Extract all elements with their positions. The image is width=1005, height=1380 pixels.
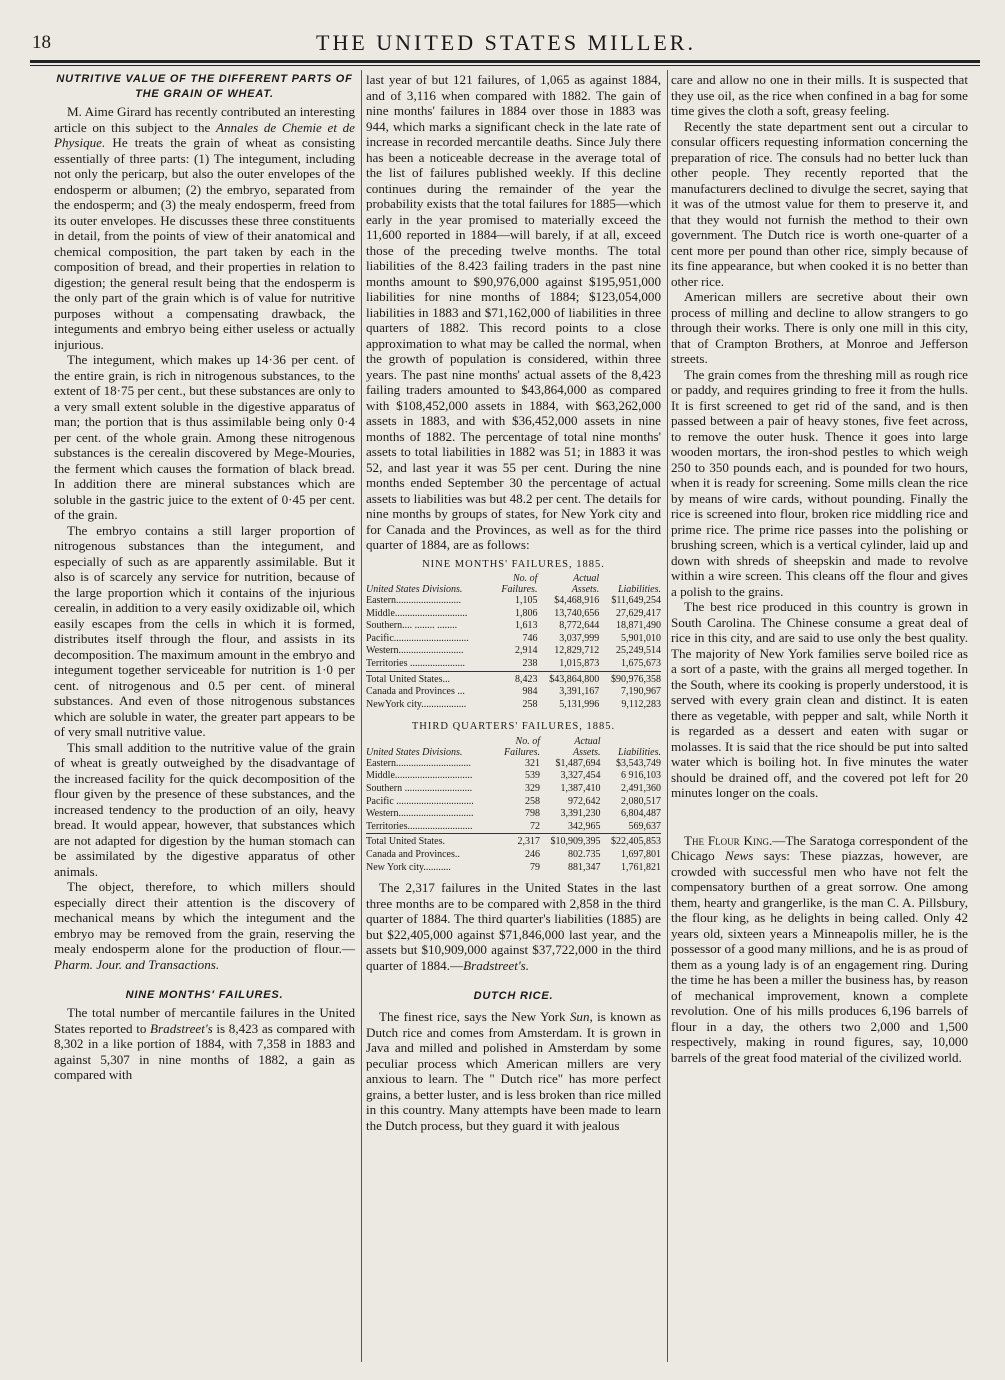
header-cell: Liabilities. xyxy=(617,584,661,595)
cell: $11,649,254 xyxy=(611,595,661,606)
cell: 881,347 xyxy=(567,861,601,873)
cell: 569,637 xyxy=(628,820,661,832)
cell: 1,387,410 xyxy=(560,783,601,795)
header-cell xyxy=(366,573,493,584)
text: The 2,317 failures in the United States in the last three months are to be compared with 2,858 in the third quarter of 1884. The third quarter's liabilities (1885) are but $22,405,000 against $71,846,000 last year, and the assets but $10,909,000 against $37,722,000 in the third quarter of 1884.— xyxy=(366,880,661,973)
table-row xyxy=(366,862,661,875)
cell: $43,864,800 xyxy=(537,671,599,686)
table-row xyxy=(366,645,661,658)
cell: Southern.... ........ ........ xyxy=(366,620,458,632)
text: says: These piazzas, however, are crowded with successful men who have not felt the compensatory burthen of a great sorrow. One among them, hearty and grangerlike, is the man C. A. Pillsbury, the flour king, as he delights in being called. Only 42 years old, sixteen years a Minneapolis miller, he is the possessor of a good many millions, and he is as proud of them as a young lady is of an engagement ring. During the time he has been a miller the business has, by reason of mechanical improvement, known a complete revolution. One of his mills produces 6,196 barrels of flour in a day, the others two 2,000 and 1,500 respectively, making in round figures, say, 10,000 barrels of the great food material of the civilized world. xyxy=(671,848,968,1065)
paragraph: The embryo contains a still larger proportion of nitrogenous substances than the integument, and especially of such as are apparently assimilable. But it also is of scarcely any service for nutrition, because of the large proportion which it contains of the injurious cerealin, in addition to a very easily oxidizable oil, which easily escapes from the cells in which it is formed, distributes itself through the flour, and assists in its decomposition. The maximum amount in the embryo and integument together serviceable for nutrition is 1·0 per cent. of nitrogenous and 0.5 per cent. of mineral substances. And even of those nitrogenous substances which are soluble in water, the greater part appears to be of very small nutritive value. xyxy=(54,522,355,739)
cell: 2,914 xyxy=(514,645,538,657)
cell: 746 xyxy=(522,632,538,644)
header-cell: United States Divisions. xyxy=(366,746,463,758)
header-cell: Liabilities. xyxy=(617,746,661,758)
cell: 3,391,230 xyxy=(560,808,601,820)
paragraph xyxy=(54,879,355,972)
paragraph: The grain comes from the threshing mill as rough rice or paddy, and requires grinding to free it from the hulls. It is first screened to get rid of the sand, and is then passed between a pair of heavy stones, five feet across, to remove the outer husk. Thence it goes into large wooden mortars, the iron-shod pestles to which weigh 250 to 350 pounds each, and is pounded for two hours, when it is ready for screening. Some mills clean the rice by means of wire cards, without pounding. Finally the rice is screened into flour, broken rice middling rice and prime rice. The prime rice passes into the polishing or brushing screen, which is a vertical cylinder, laid up and down with shreds of sheepskin and made to revolve within a wire screen. This cleans off the flour and gives a polish to the grains. xyxy=(671,366,968,599)
source-credit: Pharm. Jour. and Transactions. xyxy=(54,956,220,972)
cell: Total United States. xyxy=(366,834,496,849)
cell: 342,965 xyxy=(567,820,601,832)
header-cell: No. of xyxy=(512,573,538,584)
table-header-row xyxy=(366,736,661,747)
cell: $4,468,916 xyxy=(554,595,600,606)
cell: 1,613 xyxy=(514,620,538,632)
cell: Western.......................... xyxy=(366,645,464,657)
cell: 329 xyxy=(524,783,540,795)
column-3 xyxy=(671,72,968,1065)
header-cell: Actual xyxy=(574,735,601,747)
cell: $90,976,358 xyxy=(599,671,661,686)
cell: Eastern.............................. xyxy=(366,757,471,769)
cell: 5,131,996 xyxy=(559,698,600,710)
cell: 1,761,821 xyxy=(621,861,661,873)
paragraph: care and allow no one in their mills. It is suspected that they use oil, as the rice when confined in a bag for some time gives the cloth a soft, greasy feeling. xyxy=(671,72,968,118)
paragraph xyxy=(54,1005,355,1083)
cell: New York city........... xyxy=(366,861,451,873)
article-lead: The Flour King. xyxy=(684,832,773,848)
source-name: Bradstreet's xyxy=(150,1020,213,1036)
paragraph xyxy=(54,104,355,352)
cell: 972,642 xyxy=(567,795,601,807)
text: He treats the grain of wheat as consisting essentially of three parts: (1) The integument, including not only the pericarp, but also the outer envelopes of the endosperm or albumen; (2) the embryo, separated from the endosperm; and (3) the mealy endosperm, freed from its outer envelopes. He discusses these three constituents in detail, from the points of view of their anatomical and chemical composition, the part taken by each in the composition of bread, and their properties in relation to digestion; the general result being that the endosperm is the only part of the grain which is of value for nutritive purposes without a compensating drawback, the integuments and embryo being either useless or actually injurious. xyxy=(54,135,355,352)
cell: 258 xyxy=(524,795,540,807)
masthead-rule xyxy=(30,60,980,63)
cell: 984 xyxy=(522,686,538,698)
header-cell xyxy=(599,573,661,584)
table-header-row xyxy=(366,584,661,595)
paragraph xyxy=(366,880,661,973)
cell: 6 916,103 xyxy=(621,770,661,782)
header-cell xyxy=(366,736,496,747)
text: The finest rice, says the New York xyxy=(379,1009,570,1025)
table-row xyxy=(366,608,661,621)
text: M. Aime Girard has recently contributed an interesting article on this subject to the xyxy=(54,104,355,135)
cell: Western.............................. xyxy=(366,808,474,820)
article-heading-dutch-rice: DUTCH RICE. xyxy=(473,990,554,1003)
header-cell: Actual xyxy=(573,573,600,584)
paragraph xyxy=(366,1009,661,1133)
header-cell xyxy=(600,736,661,747)
newspaper-name: Sun, xyxy=(569,1009,593,1025)
cell: 5,901,010 xyxy=(621,632,661,644)
cell: 539 xyxy=(524,770,540,782)
header-cell: Assets. xyxy=(572,746,601,758)
cell: 246 xyxy=(524,849,540,860)
table-row xyxy=(366,849,661,862)
failures-table-nine-months xyxy=(366,573,661,711)
table-row xyxy=(366,699,661,712)
column-1 xyxy=(54,72,355,1083)
cell: Middle............................. xyxy=(366,607,468,619)
paragraph: Recently the state department sent out a circular to consular officers requesting information concerning the preparation of rice. The consuls had no better luck than other people. They recently reported that the manufacturers declined to divulge the secret, saying that it was of the utmost value for them to preserve it, and that they would not furnish the method to their own government. The Dutch rice is worth one-quarter of a cent more per pound than other rice, simply because of its fine appearance, but when cooked it is no better than other rice. xyxy=(671,118,968,289)
table-total-row xyxy=(366,834,661,849)
cell: 13,740,656 xyxy=(554,607,600,619)
header-cell: Assets. xyxy=(571,584,600,595)
cell: $22,405,853 xyxy=(600,834,661,849)
cell: Total United States... xyxy=(366,671,493,686)
header-cell: United States Divisions. xyxy=(366,584,463,595)
publication-title: THE UNITED STATES MILLER. xyxy=(316,30,696,55)
cell: 27,629,417 xyxy=(616,607,661,619)
cell: Pacific ............................... xyxy=(366,795,474,807)
cell: 25,249,514 xyxy=(616,645,661,657)
cell: 72 xyxy=(529,820,540,832)
table-header-row xyxy=(366,573,661,584)
page-number: 18 xyxy=(32,32,51,53)
header-cell: No. of xyxy=(515,735,540,747)
text: is 8,423 as compared with 8,302 in a like portion of 1884, with 7,358 in 1883 and against 5,307 in nine months of 1882, a gain as compared with xyxy=(54,1020,355,1082)
cell: Territories.......................... xyxy=(366,820,473,832)
cell: $1,487,694 xyxy=(555,757,601,769)
cell: Middle............................... xyxy=(366,770,473,782)
text: —The Saratoga correspondent of the Chicago xyxy=(671,832,968,863)
paragraph: last year of but 121 failures, of 1,065 as against 1884, and of 3,116 when compared with 1882. The gain of nine months' failures in 1884 over those in 1883 was 944, which marks a significant check in the late rate of increase in recorded mercantile deaths. Since July there has been a noticeable decrease in the average total of the list of failures published weekly. If this decline continues during the remainder of the year the probability exists that the total failures for 1885—which early in the year promised to materially exceed the 11,600 reported in 1884—will barely, if at all, exceed those of the preceding twelve months. The total liabilities of the 8.423 failing traders in the past nine months amount to $90,976,000 against $195,951,000 liabilities for nine months of 1884; $123,054,000 liabilities in 1883 and $71,162,000 of liabilities in three quarters of 1882. This record points to a close approximation to what may be called the normal, when the growth of population is considered, within three years. The past nine months' actual assets of the 8,423 failing traders amounted to $43,864,000 as compared with $108,452,000 assets in 1884, with $63,262,000 assets in 1883, and with $36,452,000 assets in nine months of 1882. The percentage of total nine months' assets to total liabilities in 1882 was 51; in 1883 it was 52, and last year it was 55 per cent. During the nine months ended September 30 the percentage of actual assets to liabilities was but 48.2 per cent. The details for nine months by groups of states, for New York city and for Canada and the Provinces, as well as for the third quarter of 1884, are as follows: xyxy=(366,72,661,552)
newspaper-name: News xyxy=(725,848,754,863)
cell: 18,871,490 xyxy=(616,620,661,632)
table-row xyxy=(366,770,661,783)
cell: 3,391,167 xyxy=(559,686,600,698)
table-row xyxy=(366,686,661,699)
cell: 8,423 xyxy=(493,671,537,686)
cell: Southern ........................... xyxy=(366,783,473,795)
journal-name: Annales de Chemie et de Physique. xyxy=(54,119,355,150)
table-row xyxy=(366,620,661,633)
table-row xyxy=(366,633,661,646)
table-row xyxy=(366,758,661,771)
source-credit: Bradstreet's. xyxy=(463,957,530,973)
table-row xyxy=(366,796,661,809)
cell: Pacific.............................. xyxy=(366,632,469,644)
cell: 798 xyxy=(524,808,540,820)
text: The total number of mercantile failures in the United States reported to xyxy=(54,1005,355,1036)
cell: $10,909,395 xyxy=(540,834,601,849)
cell: 7,190,967 xyxy=(621,686,661,698)
table-header-row xyxy=(366,747,661,758)
cell: 258 xyxy=(522,698,538,710)
text: The object, therefore, to which millers should especially direct their attention is the discovery of mechanical means by which the integument and the embryo may be removed from the grain, reserving the mealy endosperm alone for the production of flour.— xyxy=(54,879,355,956)
table-row xyxy=(366,821,661,834)
header-cell: Failures. xyxy=(503,746,540,758)
cell: $3,543,749 xyxy=(616,757,661,769)
table-row xyxy=(366,783,661,796)
cell: Canada and Provinces ... xyxy=(366,686,465,698)
table-row xyxy=(366,808,661,821)
cell: 1,806 xyxy=(514,607,538,619)
column-divider xyxy=(361,70,362,1362)
paragraph: American millers are secretive about their own process of milling and decline to allow strangers to go through their works. There is only one mill in this city, that of Crampton Brothers, at Monroe and Jefferson streets. xyxy=(671,289,968,366)
text: is known as Dutch rice and comes from Amsterdam. It is grown in Java and milled and polished in Amsterdam by some peculiar process which American millers are very anxious to learn. The " Dutch rice" has more perfect grains, a better luster, and is less broken than rice milled in this country. Many attempts have been made to learn the Dutch process, but they guard it with jealous xyxy=(366,1009,661,1133)
paragraph: This small addition to the nutritive value of the grain of wheat is greatly outweighed by the disadvantage of the increased facility for the quick decomposition of the flour given by the presence of these substances, and the increased tendency to the production of an oily, heavy bread. It would appear, however, that substances which are not adapted for digestion by the human stomach can be assimilated by the digestive apparatus of other animals. xyxy=(54,739,355,879)
article-heading-failures: NINE MONTHS' FAILURES. xyxy=(125,989,284,1001)
column-2 xyxy=(366,72,661,1133)
cell: 238 xyxy=(522,657,538,669)
cell: 3,037,999 xyxy=(559,632,600,644)
cell: 6,804,487 xyxy=(621,808,661,820)
cell: 321 xyxy=(524,757,540,769)
cell: 1,675,673 xyxy=(621,657,661,669)
cell: 1,697,801 xyxy=(621,849,661,860)
cell: 802.735 xyxy=(567,849,601,860)
table-row xyxy=(366,595,661,608)
column-divider xyxy=(667,70,668,1362)
cell: 79 xyxy=(529,861,540,873)
cell: Territories ...................... xyxy=(366,657,466,669)
failures-table-third-quarter xyxy=(366,736,661,874)
cell: 8,772,644 xyxy=(559,620,600,632)
article-heading-wheat: NUTRITIVE VALUE OF THE DIFFERENT PARTS OF THE GRAIN OF WHEAT. xyxy=(56,73,353,100)
cell: Eastern.......................... xyxy=(366,595,461,606)
cell: 2,080,517 xyxy=(621,795,661,807)
masthead-rule-thin xyxy=(30,65,980,66)
cell: 2,317 xyxy=(496,834,540,849)
cell: 1,015,873 xyxy=(559,657,600,669)
header-cell: Failures. xyxy=(501,584,538,595)
cell: 3,327,454 xyxy=(560,770,601,782)
cell: 2,491,360 xyxy=(621,783,661,795)
cell: 1,105 xyxy=(514,595,538,606)
table-row xyxy=(366,658,661,671)
cell: Canada and Provinces.. xyxy=(366,849,460,860)
paragraph xyxy=(671,833,968,1066)
cell: 12,829,712 xyxy=(554,645,600,657)
table-title: NINE MONTHS' FAILURES, 1885. xyxy=(422,558,605,570)
table-total-row xyxy=(366,671,661,686)
cell: NewYork city.................. xyxy=(366,698,467,710)
article-separator xyxy=(671,801,968,833)
paragraph: The best rice produced in this country is grown in South Carolina. The Chinese consume a great deal of rice in this city, and are said to use only the best quality. The majority of New York families serve boiled rice as a sort of a paste, with the grains all merged together. In the South, where its cooking is properly understood, it is served with every grain clean and distinct. It is eaten there as vegetable, with pepper and salt, while North it is regarded as a dessert and eaten with sugar or molasses. It is said that the rice should be put into salted water which is boiling hot. In five minutes the water should be drained off, and the covered pot left for 20 minutes longer on the coals. xyxy=(671,599,968,800)
table-title: THIRD QUARTERS' FAILURES, 1885. xyxy=(411,721,616,733)
masthead xyxy=(32,28,980,58)
paragraph: The integument, which makes up 14·36 per cent. of the entire grain, is rich in nitrogenous substances, to the extent of 18·75 per cent., but these substances are only to a very small extent soluble in the digestive apparatus of man; the portion that is thus assimilable being only 0·4 per cent. of the whole grain. Among these nitrogenous substances is the cerealin discovered by Mege-Mouries, the ferment which causes the formation of black bread. In addition there are mineral substances which are soluble in the gastric juice to the extent of 0·45 per cent. of the grain. xyxy=(54,352,355,522)
cell: 9,112,283 xyxy=(621,698,661,710)
